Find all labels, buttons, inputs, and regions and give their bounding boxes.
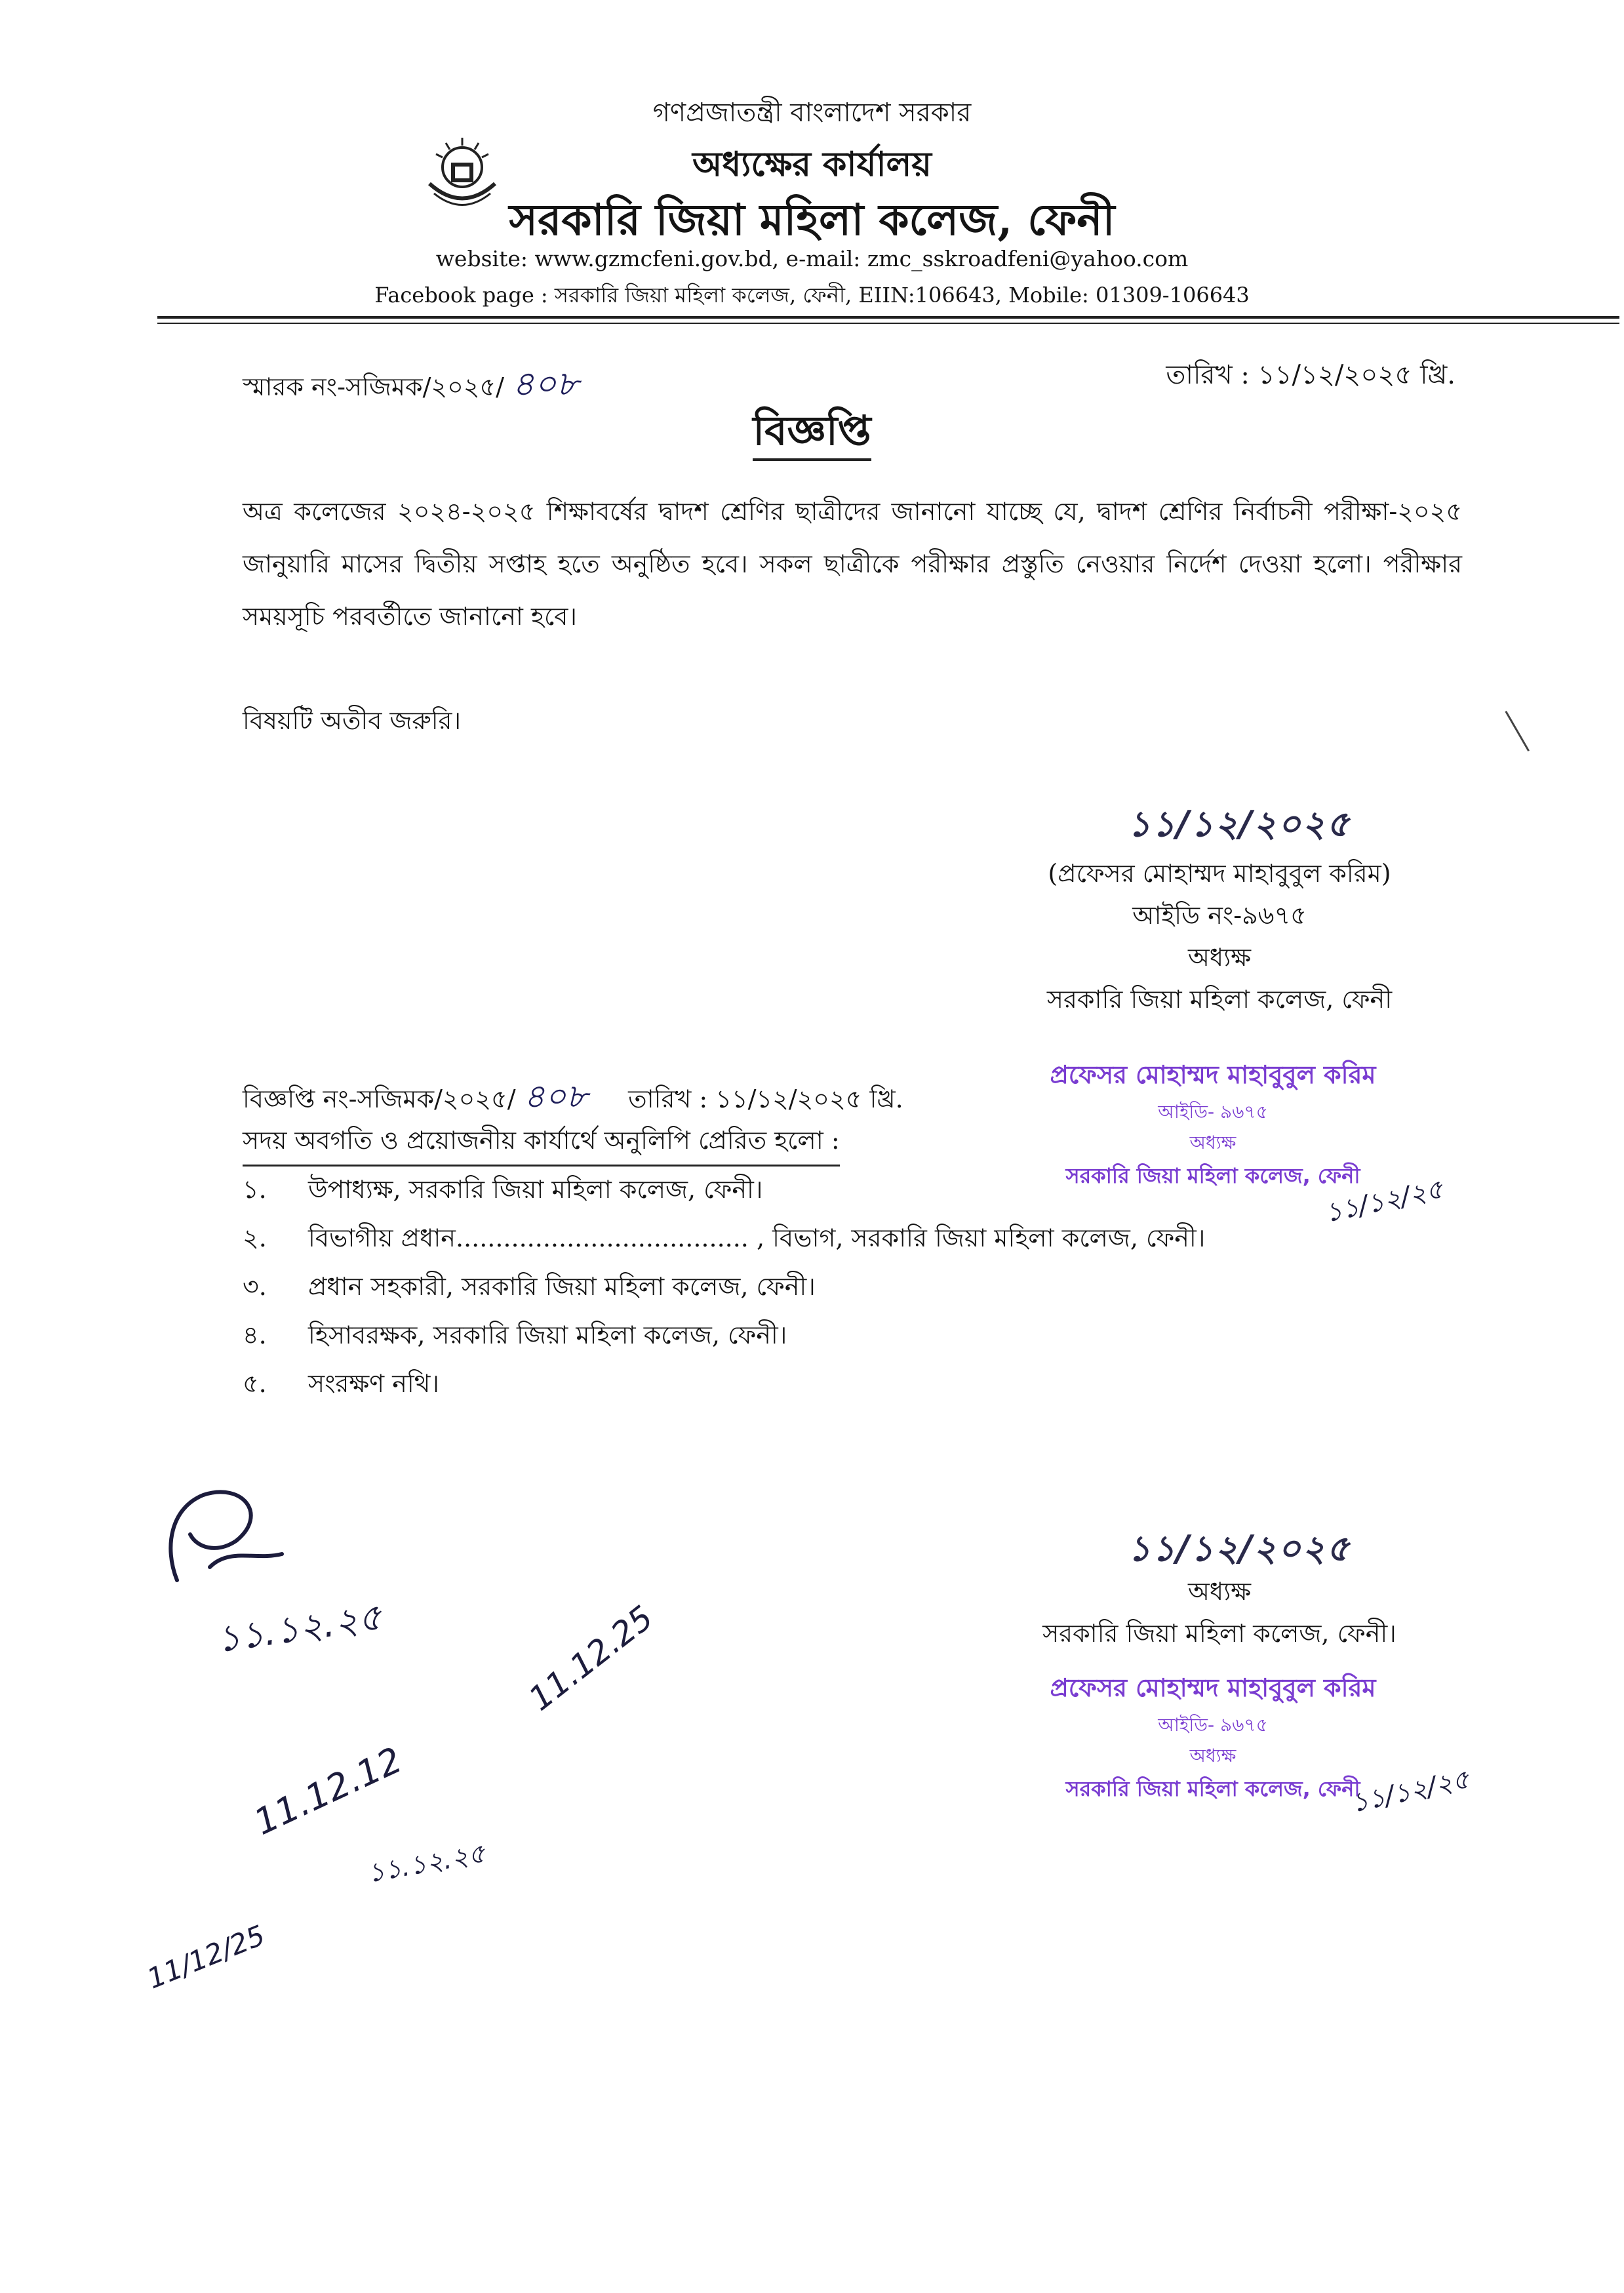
signature-block: [970, 852, 1469, 1020]
notice-title: বিজ্ঞপ্তি: [0, 400, 1624, 468]
urgent-note: বিষয়টি অতীব জরুরি।: [243, 706, 462, 735]
stamp-college: সরকারি জিয়া মহিলা কলেজ, ফেনী: [1065, 1163, 1360, 1188]
stamp-date-handwritten: ১১/১২/২৫: [1322, 1174, 1446, 1229]
signatory-id: আইডি নং-৯৬৭৫: [1132, 901, 1307, 930]
header-rule: [157, 316, 1619, 319]
list-item: ৪. হিসাবরক্ষক, সরকারি জিয়া মহিলা কলেজ, ফেনী।: [243, 1321, 787, 1349]
received-mark-5: 11/12/25: [142, 1919, 269, 1995]
distribution-heading: সদয় অবগতি ও প্রয়োজনীয় কার্যার্থে অনুলিপি প্রেরিত হলো :: [243, 1121, 840, 1166]
memo-label: স্মারক নং-সজিমক/২০২৫/: [243, 372, 504, 401]
stamp-id: আইডি- ৯৬৭৫: [1158, 1714, 1268, 1736]
memo-handwritten-number: ৪০৮: [512, 365, 579, 404]
copy-memo-line: [243, 1072, 903, 1127]
stamp-date-handwritten-bottom: ১১/১২/২৫: [1348, 1764, 1473, 1819]
received-mark-4: ১১.১২.২৫: [365, 1838, 488, 1889]
stamp-id: আইডি- ৯৬৭৫: [1158, 1101, 1268, 1123]
stamp-designation: অধ্যক্ষ: [1189, 1745, 1237, 1766]
list-item: ৫. সংরক্ষণ নথি।: [243, 1369, 439, 1398]
received-mark-3: 11.12.12: [247, 1739, 408, 1843]
copy-memo-label: বিজ্ঞপ্তি নং-সজিমক/২০২৫/: [243, 1085, 516, 1113]
college-name: সরকারি জিয়া মহিলা কলেজ, ফেনী: [509, 194, 1115, 245]
signatory-college: সরকারি জিয়া মহিলা কলেজ, ফেনী: [1046, 985, 1393, 1014]
stamp-college: সরকারি জিয়া মহিলা কলেজ, ফেনী: [1065, 1776, 1360, 1801]
header-rule-thin: [157, 323, 1619, 324]
copy-memo-handwritten-number: ৪০৮: [523, 1077, 587, 1115]
signatory-name: (প্রফেসর মোহাম্মদ মাহাবুবুল করিম): [1048, 859, 1391, 888]
government-name: গণপ্রজাতন্ত্রী বাংলাদেশ সরকার: [652, 98, 972, 128]
principal-signature-bottom: ১১/১২/২০২৫: [1128, 1528, 1351, 1569]
stamp-designation: অধ্যক্ষ: [1189, 1132, 1237, 1153]
recipient-list: [243, 1170, 1205, 1413]
bottom-designation: অধ্যক্ষ: [1187, 1577, 1251, 1606]
principal-signature: ১১/১২/২০২৫: [1128, 803, 1351, 845]
website-line: website: www.gzmcfeni.gov.bd, e-mail: zmc_sskroadfeni@yahoo.com: [435, 246, 1189, 271]
bottom-signature-block: [970, 1570, 1469, 1654]
office-name: অধ্যক্ষের কার্যালয়: [692, 144, 932, 184]
list-item: ২. বিভাগীয় প্রধান..................................... , বিভাগ, সরকারি জিয়া মহিলা কলেজ, ফেনী।: [243, 1224, 1206, 1252]
facebook-line: Facebook page : সরকারি জিয়া মহিলা কলেজ, ফেনী, EIIN:106643, Mobile: 01309-106643: [374, 283, 1250, 308]
memo-date: তারিখ : ১১/১২/২০২৫ খ্রি.: [1166, 360, 1456, 390]
bottom-college: সরকারি জিয়া মহিলা কলেজ, ফেনী।: [1042, 1619, 1396, 1648]
received-mark-1: ১১.১২.২৫: [214, 1595, 385, 1662]
received-signature-scrawl: [151, 1469, 308, 1600]
stamp-name: প্রফেসর মোহাম্মদ মাহাবুবুল করিম: [1050, 1673, 1376, 1702]
pen-mark: [1505, 698, 1552, 751]
signatory-designation: অধ্যক্ষ: [1187, 943, 1251, 972]
list-item: ৩. প্রধান সহকারী, সরকারি জিয়া মহিলা কলেজ, ফেনী।: [243, 1272, 816, 1301]
copy-date: তারিখ : ১১/১২/২০২৫ খ্রি.: [628, 1085, 903, 1113]
list-item: ১. উপাধ্যক্ষ, সরকারি জিয়া মহিলা কলেজ, ফেনী।: [243, 1175, 763, 1204]
stamp-name: প্রফেসর মোহাম্মদ মাহাবুবুল করিম: [1050, 1060, 1376, 1089]
received-mark-2: 11.12.25: [521, 1598, 660, 1719]
notice-body: অত্র কলেজের ২০২৪-২০২৫ শিক্ষাবর্ষের দ্বাদশ শ্রেণির ছাত্রীদের জানানো যাচ্ছে যে, দ্বাদশ শ্রেণির নির্বাচনী পরীক্ষা-২০২৫ জানুয়ারি মাসের দ্বিতীয় সপ্তাহ হতে অনুষ্ঠিত হবে। সকল ছাত্রীকে পরীক্ষার প্রস্তুতি নেওয়ার নির্দেশ দেওয়া হলো। পরীক্ষার সময়সূচি পরবর্তীতে জানানো হবে।: [243, 497, 1462, 631]
